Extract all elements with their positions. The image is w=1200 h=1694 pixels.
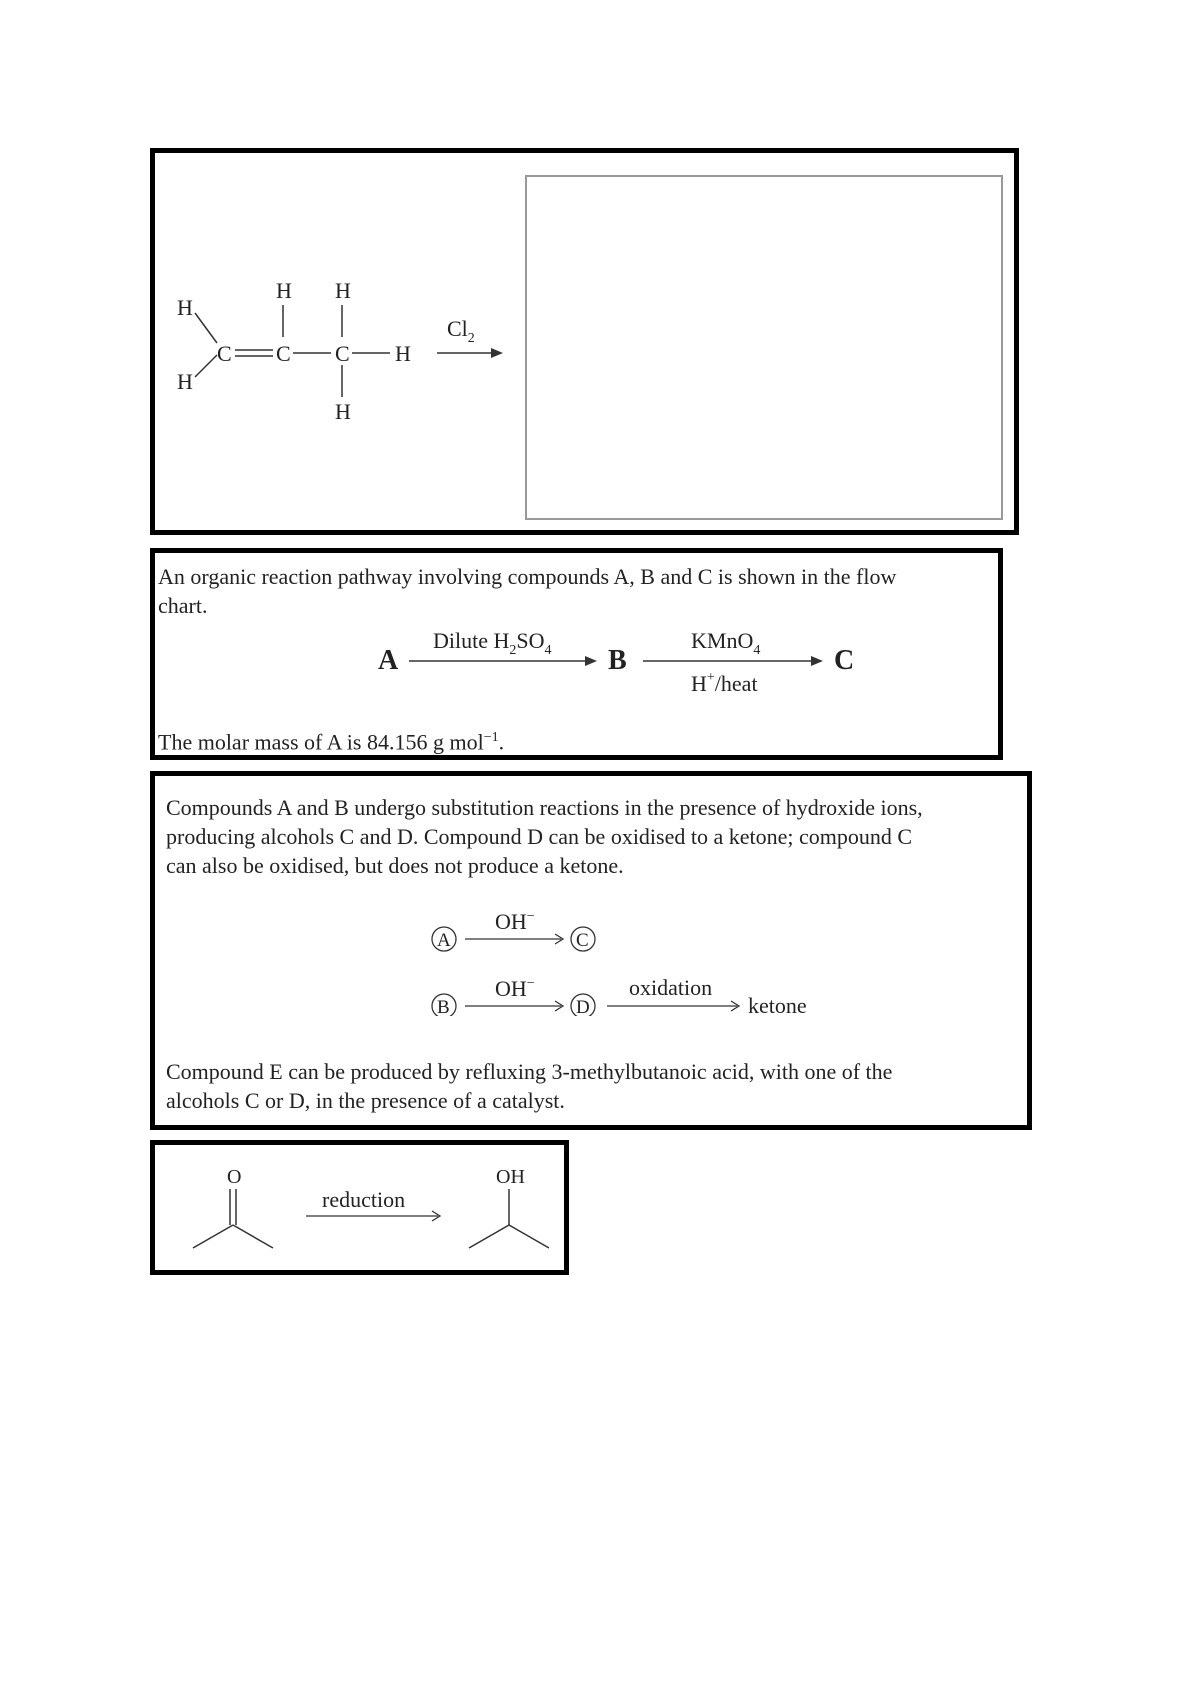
ketone-label: ketone	[748, 993, 807, 1016]
oh-label-2: OH−	[495, 976, 535, 1001]
ketone-oxygen: O	[227, 1166, 242, 1188]
reagent-kmno4: KMnO$_4$	[691, 628, 761, 658]
atom-h-c3-top: H	[335, 278, 351, 303]
question-box-substitution	[150, 771, 1032, 1130]
oh-label-1: OH−	[495, 909, 535, 934]
label-c: C	[576, 930, 589, 951]
compound-a: A	[378, 645, 399, 676]
substitution-para1-line1: Compounds A and B undergo substitution reactions in the presence of hydroxide ions,	[166, 795, 923, 820]
substitution-para1-line2: producing alcohols C and D. Compound D can be oxidised to a ketone; compound C	[166, 824, 913, 849]
atom-h-bottom-left: H	[177, 369, 193, 394]
condition-h-heat: H+/heat	[691, 670, 758, 696]
pathway-flow-chart	[155, 611, 998, 711]
question-box-chlorination	[150, 148, 1019, 535]
acetone-skeleton	[193, 1189, 273, 1248]
substitution-para2-line1: Compound E can be produced by refluxing 3-methylbutanoic acid, with one of the	[166, 1059, 893, 1084]
atom-c1: C	[217, 341, 232, 366]
propanol-skeleton	[469, 1189, 549, 1248]
answer-box[interactable]	[525, 175, 1003, 520]
reagent-dilute-h2so4: Dilute $H_2SO_4$	[433, 628, 552, 658]
alcohol-oh: OH	[496, 1166, 525, 1188]
question-box-reduction	[150, 1140, 569, 1275]
compound-b: B	[608, 645, 627, 676]
atom-h-right: H	[395, 341, 411, 366]
label-a: A	[437, 930, 451, 951]
substitution-para1-line3: can also be oxidised, but does not produce a ketone.	[166, 853, 624, 878]
question-box-pathway	[150, 548, 1003, 760]
pathway-intro-line1: An organic reaction pathway involving compounds A, B and C is shown in the flow	[158, 564, 897, 589]
label-d: D	[576, 997, 590, 1016]
reduction-label: reduction	[322, 1187, 406, 1212]
reagent-label: $Cl_2$	[447, 316, 475, 346]
compound-c: C	[834, 645, 855, 676]
atom-c3: C	[335, 341, 350, 366]
atom-h-c2-top: H	[276, 278, 292, 303]
reduction-reaction-diagram	[155, 1145, 564, 1270]
atom-h-c3-bottom: H	[335, 399, 351, 424]
oxidation-label: oxidation	[629, 975, 713, 1000]
pathway-intro-line2: chart.	[158, 593, 208, 618]
substitution-para2-line2: alcohols C or D, in the presence of a catalyst.	[166, 1088, 565, 1113]
molar-mass-statement: The molar mass of A is 84.156 g mol$^{-1}$.	[158, 729, 505, 755]
atom-c2: C	[276, 341, 291, 366]
atom-h-top-left: H	[177, 295, 193, 320]
substitution-scheme	[155, 896, 1027, 1016]
label-b: B	[437, 997, 450, 1016]
arrow-head	[491, 348, 503, 358]
arrow-head-bc	[811, 656, 823, 666]
arrow-head-ab	[585, 656, 597, 666]
